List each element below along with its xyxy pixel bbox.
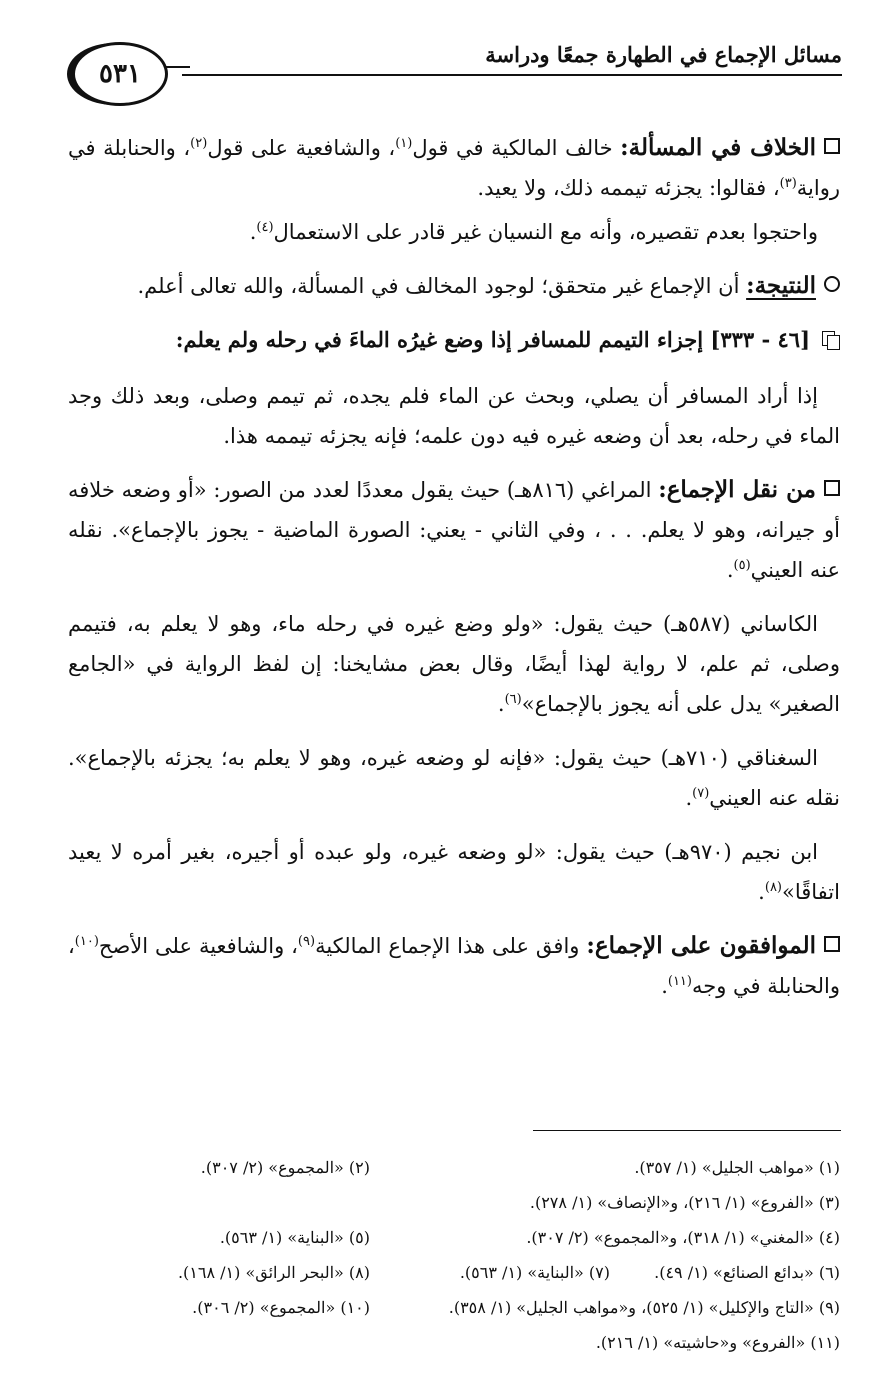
section-heading: [68, 320, 840, 360]
footnote-ref: (٩): [297, 934, 316, 949]
footnote-8: (٨) «البحر الرائق» (١/ ١٦٨).: [177, 1263, 370, 1282]
section-title: [٤٦ - ٣٣٣] إجزاء التيمم للمسافر إذا وضع غيرُه الماءَ في رحله ولم يعلم:: [175, 327, 810, 352]
square-bullet-icon: [824, 936, 840, 952]
paragraph-description: إذا أراد المسافر أن يصلي، وبحث عن الماء فلم يجده، ثم تيمم وصلى، وبعد ذلك وجد الماء في رحله، بعد أن وضعه غيره فيه دون علمه؛ فإنه يجزئه تيممه هذا.: [68, 384, 840, 448]
footnote-3: (٣) «الفروع» (١/ ٢١٦)، و«الإنصاف» (١/ ٢٧٨).: [529, 1193, 840, 1212]
square-bullet-icon: [824, 480, 840, 496]
footnote-ref: (٥): [733, 558, 751, 573]
footnote-11: (١١) «الفروع» و«حاشيته» (١/ ٢١٦).: [595, 1333, 840, 1352]
page-number: ٥٣١: [99, 59, 141, 89]
paragraph-result: النتيجة: أن الإجماع غير متحقق؛ لوجود المخالف في المسألة، والله تعالى أعلم.: [68, 266, 840, 306]
paragraph-agreeing: الموافقون على الإجماع: وافق على هذا الإجماع المالكية$^{(٩)}$، والشافعية على الأصح$^{(١٠)}$، والحنابلة في وجه$^{(١١)}$.: [68, 932, 840, 998]
footnote-10: (١٠) «المجموع» (٢/ ٣٠٦).: [192, 1298, 370, 1317]
footnote-ref: (١): [395, 136, 413, 151]
running-title: مسائل الإجماع في الطهارة جمعًا ودراسة: [485, 42, 842, 67]
page-body: [68, 128, 840, 1020]
footnote-ref: (٣): [779, 176, 797, 191]
footnote-ref: (٢): [190, 136, 208, 151]
paragraph-consensus-transmitters: من نقل الإجماع: المراغي (٨١٦هـ) حيث يقول معددًا لعدد من الصور: «أو وضعه خلافه أو جيرانه، وهو لا يعلم. . . ، وفي الثاني - يعني: الصورة الماضية - يجوز بالإجماع». نقله عنه العيني$^{(٥)}$.: [68, 476, 840, 582]
footnote-7: (٧) «البناية» (١/ ٥٦٣).: [459, 1263, 610, 1282]
footnote-4: (٤) «المغني» (١/ ٣١٨)، و«المجموع» (٢/ ٣٠٧).: [526, 1228, 840, 1247]
footnote-ref: (٦): [504, 692, 522, 707]
label-transmitters: من نقل الإجماع:: [658, 476, 816, 503]
paragraph-disagreement: الخلاف في المسألة: خالف المالكية في قول$^{(١)}$، والشافعية على قول$^{(٢)}$، والحنابلة في رواية$^{(٣)}$، فقالوا: يجزئه تيممه ذلك، ولا يعيد.: [68, 134, 840, 200]
label-agreeing: الموافقون على الإجماع:: [586, 932, 816, 959]
page-header: [70, 38, 842, 108]
footnote-ref: (١١): [667, 974, 692, 989]
label-disagreement: الخلاف في المسألة:: [620, 134, 816, 161]
footnote-2: (٢) «المجموع» (٢/ ٣٠٧).: [200, 1158, 370, 1177]
square-bullet-icon: [824, 138, 840, 154]
footnote-ref: (٨): [764, 880, 782, 895]
footnote-ref: (٧): [692, 786, 710, 801]
footnote-divider: [533, 1130, 841, 1131]
paragraph-kasani: الكاساني (٥٨٧هـ) حيث يقول: «ولو وضع غيره في رحله ماء، وهو لا يعلم به، فتيمم وصلى، ثم علم، لا رواية لهذا أيضًا، وقال بعض مشايخنا: إن لفظ الرواية في «الجامع الصغير» يدل على أنه يجوز بالإجماع»$^{(٦)}$.: [68, 612, 840, 716]
footnote-5: (٥) «البناية» (١/ ٥٦٣).: [219, 1228, 370, 1247]
page-number-badge: [72, 42, 168, 106]
footnotes: [68, 1150, 840, 1360]
circle-bullet-icon: [824, 276, 840, 292]
paragraph-arguments: واحتجوا بعدم تقصيره، وأنه مع النسيان غير قادر على الاستعمال$^{(٤)}$.: [249, 220, 818, 244]
footnote-1: (١) «مواهب الجليل» (١/ ٣٥٧).: [634, 1158, 840, 1177]
paragraph-ibn-nujaym: ابن نجيم (٩٧٠هـ) حيث يقول: «لو وضعه غيره، ولو عبده أو أجيره، بغير أمره لا يعيد اتفاقًا»$^{(٨)}$.: [68, 840, 840, 904]
copy-icon: [822, 331, 840, 349]
footnote-9: (٩) «التاج والإكليل» (١/ ٥٢٥)، و«مواهب الجليل» (١/ ٣٥٨).: [448, 1298, 840, 1317]
footnote-6: (٦) «بدائع الصنائع» (١/ ٤٩).: [654, 1263, 840, 1282]
footnote-ref: (١٠): [74, 934, 99, 949]
label-result: النتيجة:: [746, 272, 816, 299]
footnote-ref: (٤): [256, 220, 274, 235]
paragraph-sighnaqi: السغناقي (٧١٠هـ) حيث يقول: «فإنه لو وضعه غيره، وهو لا يعلم به؛ يجزئه بالإجماع». نقله عنه العيني$^{(٧)}$.: [68, 746, 840, 810]
header-rule: [182, 74, 842, 76]
